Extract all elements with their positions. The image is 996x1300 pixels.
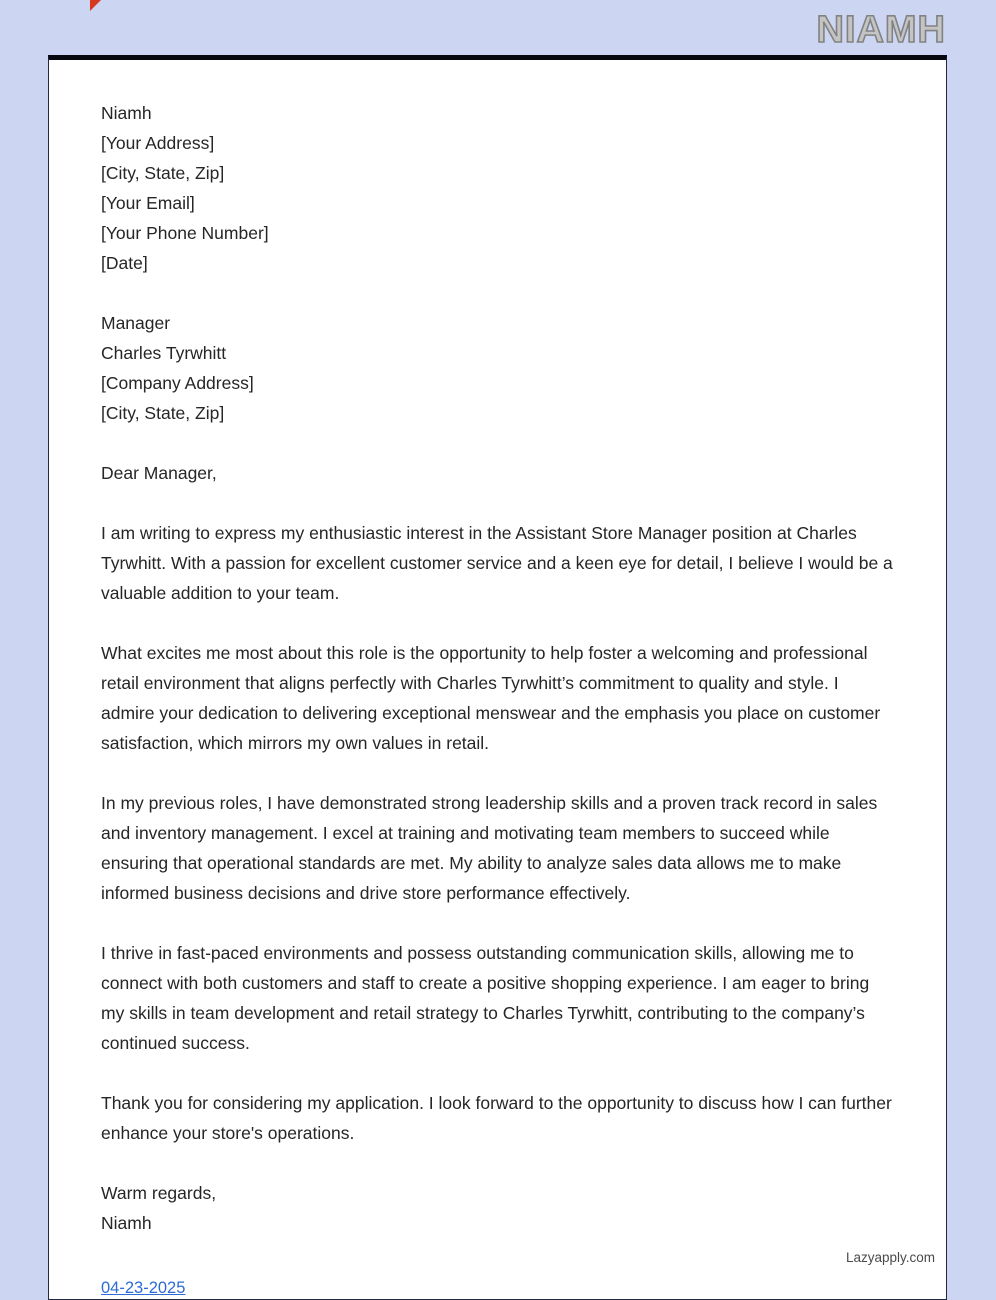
sender-phone: [Your Phone Number] bbox=[101, 223, 269, 243]
paragraph-motivation: What excites me most about this role is the opportunity to help foster a welcoming and professional retail environment that aligns perfectly with Charles Tyrwhitt’s commitment to quality and style. I admire your dedication to delivering exceptional menswear and the emphasis you place on customer satisfaction, which mirrors my own values in retail. bbox=[101, 643, 881, 753]
brand-logo: NIAMH bbox=[816, 9, 946, 51]
salutation bbox=[101, 458, 894, 488]
sender-name: Niamh bbox=[101, 103, 152, 123]
paragraph-experience: In my previous roles, I have demonstrated strong leadership skills and a proven track record in sales and inventory management. I excel at training and motivating team members to succeed while ensuring that operational standards are met. My ability to analyze sales data allows me to make informed business decisions and drive store performance effectively. bbox=[101, 793, 878, 903]
paragraph-thanks: Thank you for considering my application. I look forward to the opportunity to discuss how I can further enhance your store's operations. bbox=[101, 1093, 892, 1143]
letter-date: [Date] bbox=[101, 253, 148, 273]
recipient-company-address: [Company Address] bbox=[101, 373, 254, 393]
lazyapply-watermark: Lazyapply.com bbox=[845, 1250, 935, 1265]
closing-block bbox=[101, 1178, 894, 1238]
paragraph-skills: I thrive in fast-paced environments and possess outstanding communication skills, allowing me to connect with both customers and staff to create a positive shopping experience. I am eager to bring my skills in team development and retail strategy to Charles Tyrwhitt, contributing to the company’s continued success. bbox=[101, 943, 870, 1053]
recipient-address-block bbox=[101, 308, 894, 428]
sender-address-block bbox=[101, 98, 894, 278]
recipient-city-state-zip: [City, State, Zip] bbox=[101, 403, 225, 423]
letter-body bbox=[49, 60, 946, 1238]
salutation-line: Dear Manager, bbox=[101, 463, 217, 483]
sender-address: [Your Address] bbox=[101, 133, 215, 153]
paragraph-intro: I am writing to express my enthusiastic interest in the Assistant Store Manager position at Charles Tyrwhitt. With a passion for excellent customer service and a keen eye for detail, I believe I would be a valuable addition to your team. bbox=[101, 523, 893, 603]
red-corner-mark bbox=[90, 0, 101, 11]
recipient-company: Charles Tyrwhitt bbox=[101, 343, 227, 363]
sender-email: [Your Email] bbox=[101, 193, 195, 213]
sender-city-state-zip: [City, State, Zip] bbox=[101, 163, 225, 183]
recipient-title: Manager bbox=[101, 313, 171, 333]
date-link[interactable]: 04-23-2025 bbox=[101, 1279, 186, 1297]
letter-page bbox=[48, 55, 947, 1300]
closing-signature: Niamh bbox=[101, 1213, 152, 1233]
closing-phrase: Warm regards, bbox=[101, 1183, 217, 1203]
